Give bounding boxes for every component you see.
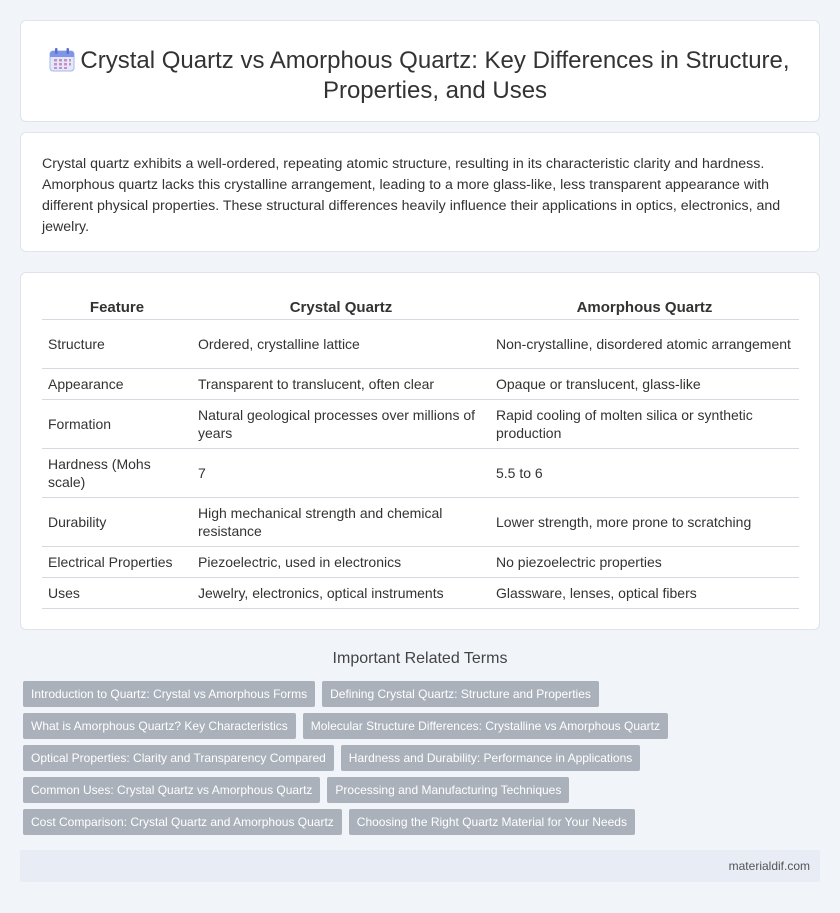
crystal-cell: 7 [192, 448, 490, 497]
tag-row [23, 809, 813, 835]
amorphous-cell: Non-crystalline, disordered atomic arrangement [490, 319, 799, 368]
amorphous-cell: Lower strength, more prone to scratching [490, 497, 799, 546]
related-term-tag[interactable]: Common Uses: Crystal Quartz vs Amorphous Quartz [23, 777, 320, 803]
page-title: Crystal Quartz vs Amorphous Quartz: Key Differences in Structure, Properties, and Uses [80, 47, 790, 104]
crystal-cell: Jewelry, electronics, optical instruments [192, 577, 490, 608]
table-row [42, 497, 799, 546]
amorphous-cell: Glassware, lenses, optical fibers [490, 577, 799, 608]
feature-cell: Durability [42, 497, 192, 546]
comparison-table [42, 296, 799, 609]
title-card [20, 20, 820, 122]
table-row [42, 577, 799, 608]
related-term-tag[interactable]: Cost Comparison: Crystal Quartz and Amorphous Quartz [23, 809, 342, 835]
related-term-tag[interactable]: Molecular Structure Differences: Crystalline vs Amorphous Quartz [303, 713, 668, 739]
tag-row [23, 713, 813, 739]
table-row [42, 448, 799, 497]
tag-row [23, 681, 813, 707]
amorphous-cell: Opaque or translucent, glass-like [490, 368, 799, 399]
header-feature: Feature [42, 296, 192, 319]
table-row [42, 546, 799, 577]
amorphous-cell: 5.5 to 6 [490, 448, 799, 497]
feature-cell: Formation [42, 399, 192, 448]
table-row [42, 368, 799, 399]
crystal-cell: Natural geological processes over millions of years [192, 399, 490, 448]
intro-paragraph: Crystal quartz exhibits a well-ordered, repeating atomic structure, resulting in its characteristic clarity and hardness. Amorphous quartz lacks this crystalline arrangement, leading to a more glass-like, less transparent appearance with different physical properties. These structural differences heavily influence their applications in optics, electronics, and jewelry. [42, 156, 781, 235]
table-row [42, 319, 799, 368]
amorphous-cell: No piezoelectric properties [490, 546, 799, 577]
crystal-cell: Ordered, crystalline lattice [192, 319, 490, 368]
related-terms-tags [23, 681, 813, 841]
related-terms-heading: Important Related Terms [332, 650, 508, 667]
table-row [42, 399, 799, 448]
table-header-row [42, 296, 799, 319]
related-term-tag[interactable]: Introduction to Quartz: Crystal vs Amorphous Forms [23, 681, 315, 707]
related-term-tag[interactable]: What is Amorphous Quartz? Key Characteristics [23, 713, 296, 739]
feature-cell: Hardness (Mohs scale) [42, 448, 192, 497]
comparison-table-card [20, 272, 820, 630]
crystal-cell: Transparent to translucent, often clear [192, 368, 490, 399]
footer [20, 850, 820, 882]
related-term-tag[interactable]: Choosing the Right Quartz Material for Your Needs [349, 809, 635, 835]
header-crystal-quartz: Crystal Quartz [192, 296, 490, 319]
related-term-tag[interactable]: Hardness and Durability: Performance in Applications [341, 745, 640, 771]
intro-card [20, 132, 820, 252]
footer-site-link[interactable]: materialdif.com [728, 859, 810, 873]
related-term-tag[interactable]: Processing and Manufacturing Techniques [327, 777, 569, 803]
crystal-cell: High mechanical strength and chemical resistance [192, 497, 490, 546]
feature-cell: Uses [42, 577, 192, 608]
feature-cell: Structure [42, 319, 192, 368]
feature-cell: Appearance [42, 368, 192, 399]
crystal-cell: Piezoelectric, used in electronics [192, 546, 490, 577]
tag-row [23, 745, 813, 771]
feature-cell: Electrical Properties [42, 546, 192, 577]
related-term-tag[interactable]: Defining Crystal Quartz: Structure and Properties [322, 681, 599, 707]
amorphous-cell: Rapid cooling of molten silica or synthetic production [490, 399, 799, 448]
related-term-tag[interactable]: Optical Properties: Clarity and Transparency Compared [23, 745, 334, 771]
header-amorphous-quartz: Amorphous Quartz [490, 296, 799, 319]
tag-row [23, 777, 813, 803]
